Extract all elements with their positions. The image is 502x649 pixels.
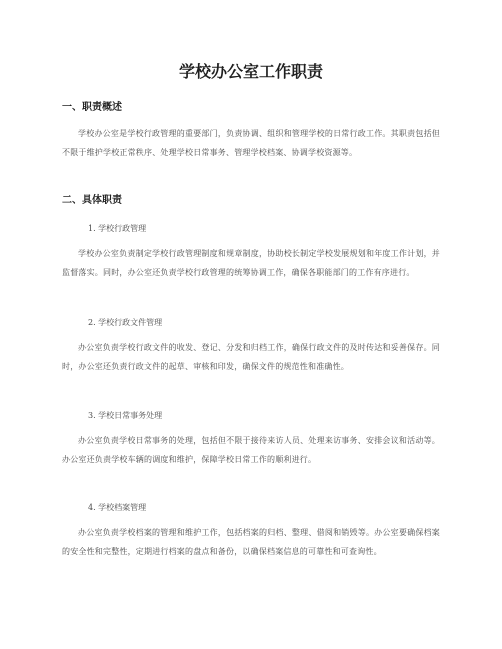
- duty-heading-admin: 1. 学校行政管理: [88, 224, 147, 233]
- section-heading-duties: 二、具体职责: [62, 195, 122, 206]
- duty-paragraph-documents: 办公室负责学校行政文件的收发、登记、分发和归档工作，确保行政文件的及时传达和妥善保存。同时，办公室还负责行政文件的起草、审核和印发，确保文件的规范性和准确性。: [62, 343, 440, 371]
- duty-heading-daily-affairs: 3. 学校日常事务处理: [88, 411, 163, 420]
- section-heading-overview: 一、职责概述: [62, 102, 122, 113]
- duty-heading-archives: 4. 学校档案管理: [88, 503, 147, 512]
- duty-paragraph-admin: 学校办公室负责制定学校行政管理制度和规章制度，协助校长制定学校发展规划和年度工作计划，并监督落实。同时，办公室还负责学校行政管理的统筹协调工作，确保各职能部门的工作有序进行。: [62, 249, 440, 277]
- duty-heading-documents: 2. 学校行政文件管理: [88, 318, 163, 327]
- page-title: 学校办公室工作职责: [178, 62, 323, 81]
- duty-paragraph-archives: 办公室负责学校档案的管理和维护工作，包括档案的归档、整理、借阅和销毁等。办公室要确保档案的安全性和完整性，定期进行档案的盘点和备份，以确保档案信息的可靠性和可查询性。: [62, 528, 440, 556]
- duty-paragraph-daily-affairs: 办公室负责学校日常事务的处理，包括但不限于接待来访人员、处理来访事务、安排会议和活动等。办公室还负责学校车辆的调度和维护，保障学校日常工作的顺利进行。: [62, 436, 440, 464]
- overview-paragraph: 学校办公室是学校行政管理的重要部门，负责协调、组织和管理学校的日常行政工作。其职责包括但不限于维护学校正常秩序、处理学校日常事务、管理学校档案、协调学校资源等。: [62, 129, 440, 157]
